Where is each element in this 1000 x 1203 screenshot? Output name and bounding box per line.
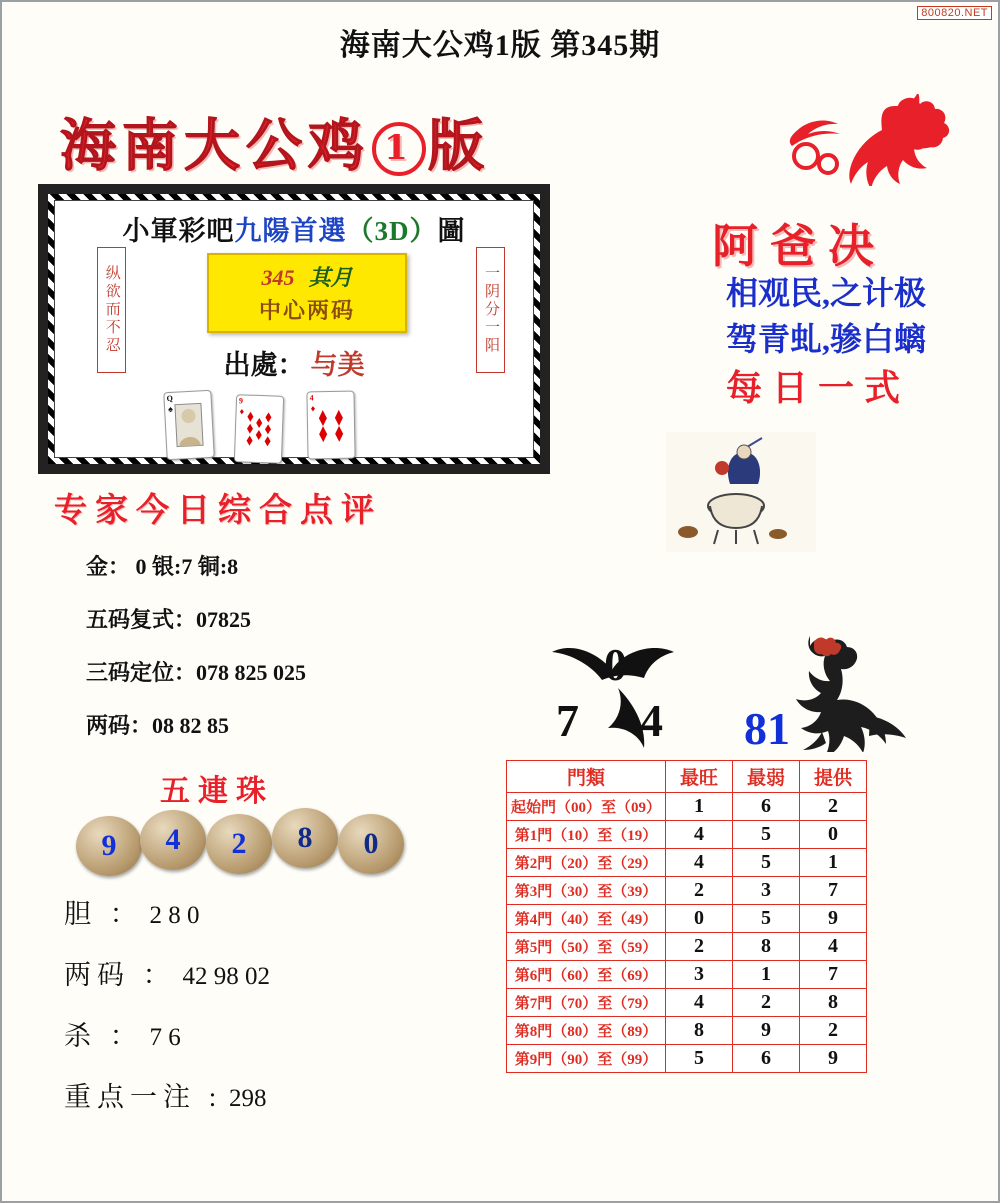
table-header-row: [507, 761, 867, 793]
issue-badge: [207, 253, 407, 333]
issue-number: 345: [261, 265, 295, 290]
row-value-a: 5: [666, 1045, 733, 1073]
bottom-label-4: 重点一注 :: [64, 1082, 223, 1112]
table-row: [507, 933, 867, 961]
row-value-c: 8: [800, 989, 867, 1017]
card-1: [163, 390, 214, 460]
poem: [726, 270, 926, 363]
th-strongest: 最旺: [666, 761, 733, 793]
row-value-b: 9: [733, 1017, 800, 1045]
row-label: 第6門（60）至（69）: [507, 961, 666, 989]
big-title: [60, 102, 490, 182]
row-value-b: 8: [733, 933, 800, 961]
table-row: [507, 989, 867, 1017]
abajue-title: 阿爸决: [712, 219, 886, 273]
row-value-b: 3: [733, 877, 800, 905]
row-label: 第9門（90）至（99）: [507, 1045, 666, 1073]
expert-title: 专家今日综合点评: [54, 490, 382, 529]
row-label: 第2門（20）至（29）: [507, 849, 666, 877]
row-value-a: 4: [666, 849, 733, 877]
rooster-icon: [732, 94, 952, 186]
big-title-left: 海南大公鸡: [60, 113, 370, 179]
big-number-3: 4: [640, 695, 663, 746]
table-row: [507, 961, 867, 989]
row-value-b: 2: [733, 989, 800, 1017]
row-value-b: 5: [733, 821, 800, 849]
playing-cards: [165, 387, 405, 463]
row-label: 第3門（30）至（39）: [507, 877, 666, 905]
expert-lines: [86, 550, 306, 762]
row-value-b: 6: [733, 1045, 800, 1073]
blue-number: 81: [744, 703, 790, 754]
table-row: [507, 793, 867, 821]
expert-line-4: 两码：08 82 85: [86, 713, 230, 738]
card-3: [306, 391, 355, 460]
card-1-rank: Q: [166, 393, 174, 404]
framed-panel-heading: [55, 209, 533, 248]
ink-painting-icon: [666, 432, 816, 552]
bead-5: 0: [338, 814, 404, 874]
heading-part1: 小軍彩吧: [122, 216, 235, 246]
card-3-rank: 4: [309, 393, 314, 403]
table-row: [507, 821, 867, 849]
row-value-c: 2: [800, 793, 867, 821]
row-value-b: 1: [733, 961, 800, 989]
row-value-a: 2: [666, 877, 733, 905]
th-provided: 提供: [800, 761, 867, 793]
big-number-2: 7: [556, 695, 579, 746]
row-value-b: 5: [733, 905, 800, 933]
row-value-a: 4: [666, 989, 733, 1017]
row-value-a: 4: [666, 821, 733, 849]
five-beads: [76, 808, 416, 878]
issue-line: [209, 261, 405, 292]
table-row: [507, 905, 867, 933]
row-value-a: 2: [666, 933, 733, 961]
side-text-right: 一阴分一阳: [476, 247, 505, 373]
bottom-value-1: 2 8 0: [149, 902, 200, 929]
card-2: [234, 394, 284, 464]
bottom-row-1: [64, 892, 270, 931]
issue-label: 中心两码: [258, 298, 355, 323]
big-number-1: 0: [604, 639, 627, 690]
table-row: [507, 877, 867, 905]
row-label: 第4門（40）至（49）: [507, 905, 666, 933]
bead-3: 2: [206, 814, 272, 874]
bottom-label-3: 杀 ：: [64, 1021, 143, 1051]
th-weakest: 最弱: [733, 761, 800, 793]
expert-line-3: 三码定位：078 825 025: [86, 660, 307, 685]
row-value-c: 9: [800, 1045, 867, 1073]
big-title-circle: 1: [372, 122, 426, 176]
row-value-c: 1: [800, 849, 867, 877]
row-label: 第7門（70）至（79）: [507, 989, 666, 1017]
card-2-rank: 9: [238, 396, 244, 406]
big-title-right: 版: [428, 113, 490, 179]
row-label: 第5門（50）至（59）: [507, 933, 666, 961]
row-value-a: 1: [666, 793, 733, 821]
table-row: [507, 849, 867, 877]
bottom-label-1: 胆 ：: [64, 899, 143, 929]
heading-part3: （3D）: [346, 216, 438, 246]
five-beads-title: 五連珠: [160, 775, 274, 808]
bead-2: 4: [140, 810, 206, 870]
framed-panel: [38, 184, 550, 474]
row-value-c: 7: [800, 961, 867, 989]
th-category: 門類: [507, 761, 666, 793]
bead-4: 8: [272, 808, 338, 868]
meiri-title: 每日一式: [725, 367, 910, 409]
gates-table: [506, 760, 867, 1073]
expert-line-1: 金： 0 银:7 铜:8: [86, 554, 239, 579]
bottom-label-2: 两码 ：: [64, 960, 176, 990]
bead-1: 9: [76, 816, 142, 876]
row-label: 第8門（80）至（89）: [507, 1017, 666, 1045]
rooster-photo-icon: [750, 632, 940, 752]
row-value-c: 9: [800, 905, 867, 933]
page-title: 海南大公鸡1版 第345期: [339, 29, 661, 62]
heading-part2: 九陽首選: [234, 216, 347, 246]
table-row: [507, 1045, 867, 1073]
row-label: 第1門（10）至（19）: [507, 821, 666, 849]
bottom-value-4: 298: [229, 1085, 267, 1112]
row-value-a: 3: [666, 961, 733, 989]
framed-panel-inner: [54, 200, 534, 458]
source-value: 与美: [310, 350, 365, 380]
bottom-value-3: 7 6: [149, 1024, 181, 1051]
poem-line-2: 驾青虬,骖白螭: [725, 321, 926, 358]
bottom-value-2: 42 98 02: [182, 963, 270, 990]
heading-part4: 圖: [437, 216, 466, 246]
row-label: 起始門（00）至（09）: [507, 793, 666, 821]
source-row: [55, 343, 533, 382]
card-3-suit: ♦: [310, 403, 316, 414]
row-value-c: 4: [800, 933, 867, 961]
bottom-row-2: [64, 953, 270, 992]
row-value-c: 2: [800, 1017, 867, 1045]
row-value-b: 5: [733, 849, 800, 877]
row-value-c: 7: [800, 877, 867, 905]
side-text-left: 纵欲而不忍: [97, 247, 126, 373]
bottom-lines: [64, 892, 270, 1136]
bottom-row-3: [64, 1014, 270, 1053]
source-label: 出處：: [223, 350, 305, 380]
watermark: 800820.NET: [917, 6, 992, 20]
row-value-b: 6: [733, 793, 800, 821]
issue-month: 其月: [308, 265, 353, 290]
card-1-suit: ♠: [167, 403, 174, 415]
big-numbers: [542, 632, 722, 752]
expert-line-2: 五码复式：07825: [86, 607, 252, 632]
row-value-c: 0: [800, 821, 867, 849]
bottom-row-4: [64, 1075, 270, 1114]
card-2-suit: ♦: [239, 406, 245, 417]
poem-line-1: 相观民,之计极: [725, 275, 926, 311]
row-value-a: 8: [666, 1017, 733, 1045]
table-row: [507, 1017, 867, 1045]
row-value-a: 0: [666, 905, 733, 933]
